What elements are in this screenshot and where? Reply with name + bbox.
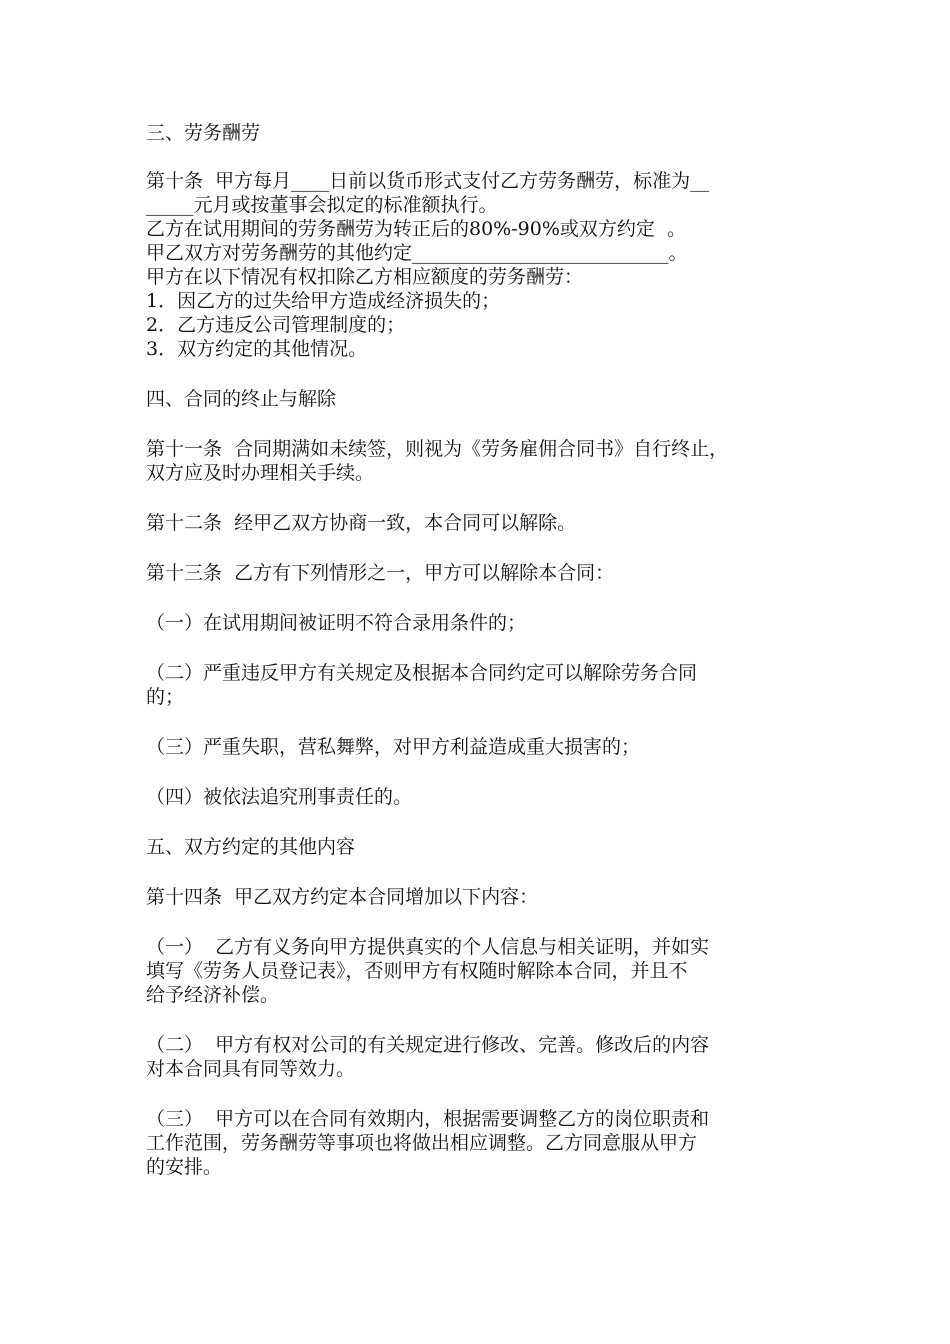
deduction-item-2: 2．乙方违反公司管理制度的； bbox=[146, 314, 406, 336]
article-13: 第十三条 乙方有下列情形之一，甲方可以解除本合同： bbox=[146, 562, 615, 584]
article-14-clause-2-line-1: （二） 甲方有权对公司的有关规定进行修改、完善。修改后的内容 bbox=[146, 1034, 710, 1056]
article-14-clause-2-line-2: 对本合同具有同等效力。 bbox=[146, 1058, 356, 1080]
article-10-line-5: 甲方在以下情况有权扣除乙方相应额度的劳务酬劳： bbox=[146, 266, 584, 288]
section-heading-termination: 四、合同的终止与解除 bbox=[146, 388, 337, 410]
article-10-line-1: 第十条 甲方每月____日前以货币形式支付乙方劳务酬劳，标准为__ bbox=[146, 170, 710, 192]
article-14-clause-3-line-2: 工作范围，劳务酬劳等事项也将做出相应调整。乙方同意服从甲方 bbox=[146, 1132, 698, 1154]
article-13-clause-2-line-1: （二）严重违反甲方有关规定及根据本合同约定可以解除劳务合同 bbox=[146, 662, 698, 684]
section-heading-remuneration: 三、劳务酬劳 bbox=[146, 122, 261, 144]
deduction-item-1: 1．因乙方的过失给甲方造成经济损失的； bbox=[146, 290, 501, 312]
article-14-clause-3-line-3: 的安排。 bbox=[146, 1156, 223, 1178]
article-14: 第十四条 甲乙双方约定本合同增加以下内容： bbox=[146, 886, 539, 908]
article-13-clause-2-line-2: 的； bbox=[146, 686, 185, 708]
article-11-line-1: 第十一条 合同期满如未续签，则视为《劳务雇佣合同书》自行终止， bbox=[146, 438, 729, 460]
deduction-item-3: 3．双方约定的其他情况。 bbox=[146, 338, 368, 360]
article-11-line-2: 双方应及时办理相关手续。 bbox=[146, 462, 375, 484]
article-13-clause-1: （一）在试用期间被证明不符合录用条件的； bbox=[146, 612, 527, 634]
article-13-clause-3: （三）严重失职，营私舞弊，对甲方利益造成重大损害的； bbox=[146, 736, 641, 758]
section-heading-other: 五、双方约定的其他内容 bbox=[146, 836, 356, 858]
article-14-clause-1-line-3: 给予经济补偿。 bbox=[146, 984, 280, 1006]
article-14-clause-3-line-1: （三） 甲方可以在合同有效期内，根据需要调整乙方的岗位职责和 bbox=[146, 1108, 710, 1130]
article-10-line-4: 甲乙双方对劳务酬劳的其他约定___________________________。 bbox=[146, 242, 688, 264]
article-10-line-2: _____元月或按董事会拟定的标准额执行。 bbox=[146, 194, 498, 216]
article-10-line-3: 乙方在试用期间的劳务酬劳为转正后的80%-90%或双方约定 。 bbox=[146, 218, 686, 240]
article-13-clause-4: （四）被依法追究刑事责任的。 bbox=[146, 786, 413, 808]
article-14-clause-1-line-1: （一） 乙方有义务向甲方提供真实的个人信息与相关证明，并如实 bbox=[146, 936, 710, 958]
article-12: 第十二条 经甲乙双方协商一致，本合同可以解除。 bbox=[146, 512, 577, 534]
article-14-clause-1-line-2: 填写《劳务人员登记表》，否则甲方有权随时解除本合同，并且不 bbox=[146, 960, 688, 982]
